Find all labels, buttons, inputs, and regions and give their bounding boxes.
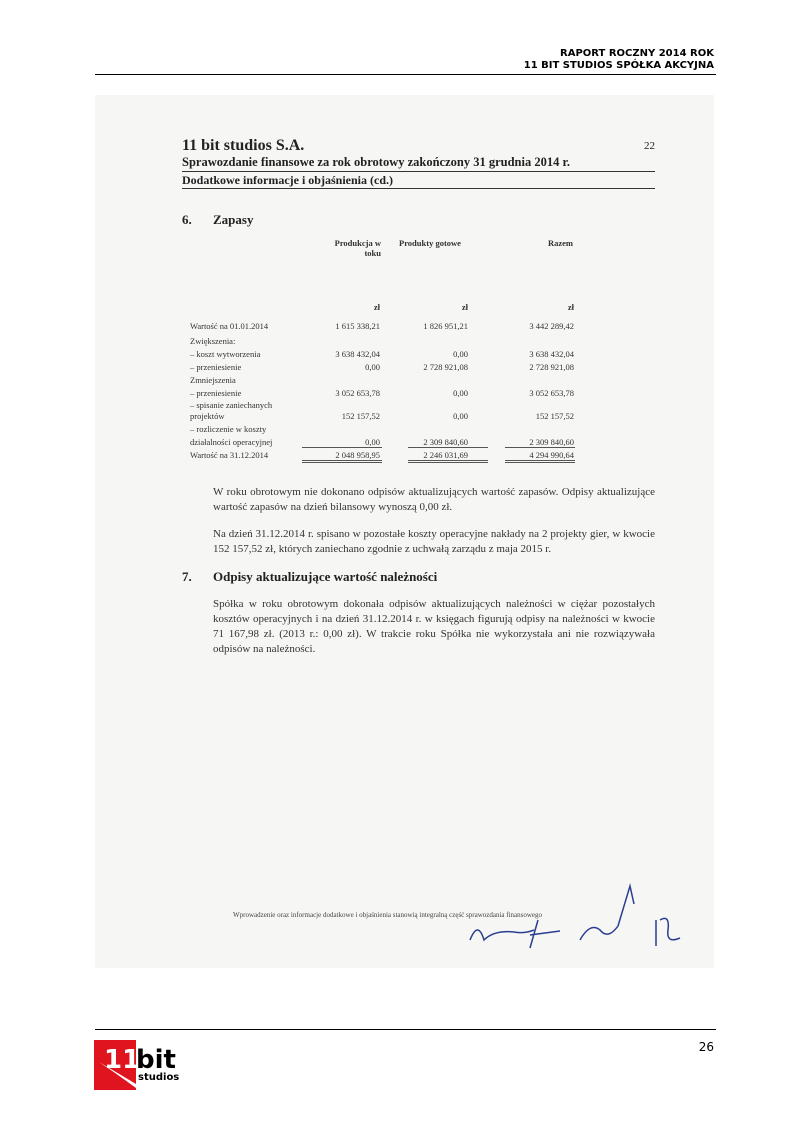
divider bbox=[182, 171, 655, 172]
paragraph-abandoned-projects: Na dzień 31.12.2014 r. spisano w pozostałe koszty operacyjne nakłady na 2 projekty gier, w kwocie 152 157,52 zł, których zaniechano zgodnie z uchwałą zarządu z maja 2015 r. bbox=[213, 528, 655, 555]
footnote: Wprowadzenie oraz informacje dodatkowe i objaśnienia stanowią integralną część sprawozdania finansowego bbox=[233, 911, 543, 919]
row-label: – przeniesienie bbox=[190, 388, 242, 398]
table-cell: 3 052 653,78 bbox=[529, 388, 574, 398]
table-cell: 1 826 951,21 bbox=[423, 321, 468, 331]
table-cell: 3 638 432,04 bbox=[529, 349, 574, 359]
report-title: RAPORT ROCZNY 2014 ROK bbox=[560, 48, 714, 59]
divider bbox=[182, 188, 655, 189]
table-cell: 0,00 bbox=[453, 349, 468, 359]
row-label: Zwiększenia: bbox=[190, 336, 236, 346]
table-cell: 2 728 921,08 bbox=[423, 362, 468, 372]
row-label: – przeniesienie bbox=[190, 362, 242, 372]
row-label: – rozliczenie w koszty bbox=[190, 424, 267, 434]
sum-line bbox=[505, 447, 575, 448]
table-cell: 4 294 990,64 bbox=[529, 450, 574, 460]
scan-page-number: 22 bbox=[644, 140, 655, 152]
currency-3: zł bbox=[567, 302, 574, 312]
table-cell: 2 309 840,60 bbox=[423, 437, 468, 447]
page-number: 26 bbox=[698, 1040, 714, 1054]
11-bit-studios-logo bbox=[94, 1040, 212, 1090]
paragraph-receivables: Spółka w roku obrotowym dokonała odpisów aktualizujących należności w ciężar pozostałych kosztów operacyjnych i na dzień 31.12.2014 r. w księgach figurują odpisy na należności w kwocie 71 167,98 zł. (2013 r.: 0,00 zł). W trakcie roku Spółka nie wykorzystała ani nie rozwiązywała odpisów na należności. bbox=[213, 598, 655, 655]
row-label: – spisanie zaniechanych bbox=[190, 400, 273, 410]
currency-1: zł bbox=[373, 302, 380, 312]
row-label: Zmniejszenia bbox=[190, 375, 236, 385]
currency-2: zł bbox=[461, 302, 468, 312]
section-7-title: Odpisy aktualizujące wartość należności bbox=[213, 569, 438, 584]
table-cell: 3 638 432,04 bbox=[335, 349, 380, 359]
header-rule bbox=[95, 74, 716, 75]
table-cell: 2 728 921,08 bbox=[529, 362, 574, 372]
section-6-number: 6. bbox=[182, 212, 192, 227]
section-6-title: Zapasy bbox=[213, 212, 254, 227]
table-cell: 2 246 031,69 bbox=[423, 450, 468, 460]
scan-subtitle2: Dodatkowe informacje i objaśnienia (cd.) bbox=[182, 173, 393, 187]
table-cell: 2 309 840,60 bbox=[529, 437, 574, 447]
footer-rule bbox=[95, 1029, 716, 1030]
sum-line bbox=[408, 447, 488, 448]
row-label: Wartość na 01.01.2014 bbox=[190, 321, 269, 331]
table-cell: 152 157,52 bbox=[341, 411, 380, 421]
total-double-line bbox=[302, 460, 382, 461]
paragraph-inventory-writedowns: W roku obrotowym nie dokonano odpisów aktualizujących wartość zapasów. Odpisy aktualizujące wartość zapasów na dzień bilansowy wynoszą 0,00 zł. bbox=[213, 486, 655, 513]
total-double-line bbox=[408, 460, 488, 461]
signatures bbox=[460, 880, 700, 960]
total-double-line bbox=[505, 460, 575, 461]
table-cell: 152 157,52 bbox=[535, 411, 574, 421]
table-cell: 3 052 653,78 bbox=[335, 388, 380, 398]
col-header-finished: Produkty gotowe bbox=[399, 238, 461, 248]
row-label: – koszt wytworzenia bbox=[190, 349, 261, 359]
section-7-number: 7. bbox=[182, 569, 192, 584]
company-name: 11 BIT STUDIOS SPÓŁKA AKCYJNA bbox=[523, 60, 714, 71]
table-cell: 3 442 289,42 bbox=[529, 321, 574, 331]
row-label: działalności operacyjnej bbox=[190, 437, 273, 447]
svg-text:studios: studios bbox=[138, 1072, 180, 1083]
col-header-total: Razem bbox=[547, 238, 573, 248]
row-label: projektów bbox=[190, 411, 225, 421]
svg-text:bit: bit bbox=[136, 1045, 176, 1075]
scan-company: 11 bit studios S.A. bbox=[182, 137, 305, 154]
table-cell: 1 615 338,21 bbox=[335, 321, 380, 331]
table-cell: 0,00 bbox=[453, 388, 468, 398]
col-header-wip: Produkcja w toku bbox=[334, 238, 381, 258]
svg-text:11: 11 bbox=[104, 1045, 141, 1075]
sum-line bbox=[302, 447, 382, 448]
table-cell: 0,00 bbox=[365, 362, 380, 372]
table-cell: 0,00 bbox=[365, 437, 380, 447]
scan-subtitle: Sprawozdanie finansowe za rok obrotowy zakończony 31 grudnia 2014 r. bbox=[182, 155, 570, 169]
table-cell: 0,00 bbox=[453, 411, 468, 421]
table-cell: 2 048 958,95 bbox=[335, 450, 380, 460]
row-label: Wartość na 31.12.2014 bbox=[190, 450, 269, 460]
